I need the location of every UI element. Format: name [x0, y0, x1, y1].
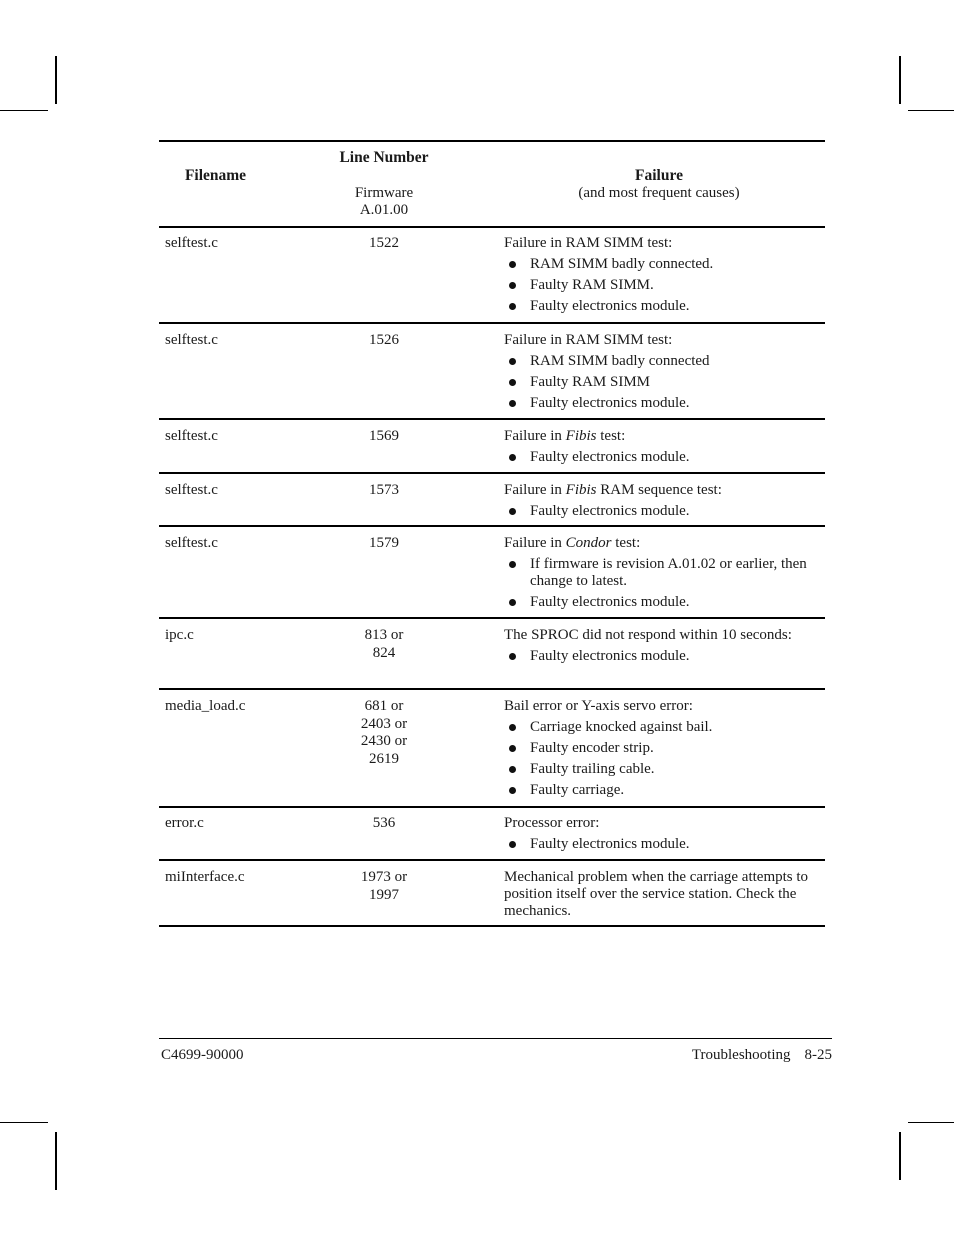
header-firmware-version: A.01.00 — [359, 202, 409, 218]
cause-item — [504, 256, 824, 273]
cause-text: Faulty electronics module. — [530, 503, 690, 519]
failure-description — [504, 482, 824, 499]
crop-mark — [0, 1122, 48, 1123]
line-number: 1973 or — [360, 869, 408, 885]
crop-mark — [55, 56, 57, 104]
header-failure-sub: (and most frequent causes) — [578, 185, 740, 201]
cause-list — [504, 353, 824, 412]
failure-text: Failure in — [504, 482, 566, 498]
bullet-icon — [509, 261, 516, 268]
crop-mark — [0, 110, 48, 111]
cause-text: Faulty electronics module. — [530, 298, 690, 314]
failure-description — [504, 428, 824, 445]
crop-mark — [899, 56, 901, 104]
crop-mark — [908, 110, 954, 111]
cause-text: Faulty trailing cable. — [530, 761, 655, 777]
row-rule — [159, 688, 825, 690]
cause-item — [504, 836, 824, 853]
line-number: 2403 or — [360, 715, 408, 732]
cause-list — [504, 719, 824, 799]
header-firmware: Firmware — [354, 185, 414, 201]
bullet-icon — [509, 358, 516, 365]
row-failure — [504, 535, 824, 611]
bullet-icon — [509, 766, 516, 773]
failure-description — [504, 869, 824, 920]
row-failure — [504, 428, 824, 466]
failure-description — [504, 535, 824, 552]
line-number: 1997 — [369, 886, 399, 903]
row-filename: selftest.c — [165, 428, 218, 444]
cause-item — [504, 782, 824, 799]
cause-text: Carriage knocked against bail. — [530, 719, 713, 735]
cause-item — [504, 719, 824, 736]
failure-description — [504, 235, 824, 252]
cause-item — [504, 740, 824, 757]
cause-item — [504, 395, 824, 412]
line-number: 681 or — [364, 698, 404, 714]
cause-text: RAM SIMM badly connected — [530, 353, 710, 369]
cause-item — [504, 298, 824, 315]
bullet-icon — [509, 303, 516, 310]
cause-list — [504, 503, 824, 520]
line-number: 2430 or — [360, 733, 408, 749]
bullet-icon — [509, 400, 516, 407]
page-number: 8-25 — [804, 1047, 832, 1063]
bullet-icon — [509, 653, 516, 660]
failure-text: Mechanical problem when the carriage attempts to position itself over the service station. Check the mechanics. — [504, 869, 809, 919]
bullet-icon — [509, 599, 516, 606]
failure-text: Failure in RAM SIMM test: — [504, 332, 673, 348]
table-top-rule — [159, 140, 825, 142]
cause-item — [504, 503, 824, 520]
row-failure — [504, 332, 824, 412]
row-line-numbers — [319, 815, 449, 833]
cause-text: Faulty electronics module. — [530, 836, 690, 852]
cause-text: Faulty RAM SIMM. — [530, 277, 654, 293]
cause-list — [504, 449, 824, 466]
cause-text: Faulty RAM SIMM — [530, 374, 651, 390]
bullet-icon — [509, 841, 516, 848]
row-failure — [504, 869, 824, 920]
line-number: 1579 — [369, 535, 399, 551]
row-rule — [159, 525, 825, 527]
bullet-icon — [509, 508, 516, 515]
cause-list — [504, 836, 824, 853]
row-filename: selftest.c — [165, 235, 218, 251]
line-number: 1522 — [369, 235, 399, 251]
cause-item — [504, 556, 824, 590]
component-name: Fibis — [565, 482, 597, 498]
bullet-icon — [509, 745, 516, 752]
line-number: 1526 — [369, 332, 399, 348]
component-name: Condor — [565, 535, 612, 551]
cause-text: Faulty encoder strip. — [530, 740, 654, 756]
cause-item — [504, 277, 824, 294]
page-footer-right — [678, 1047, 832, 1064]
cause-list — [504, 648, 824, 665]
cause-text: Faulty electronics module. — [530, 594, 690, 610]
cause-item — [504, 594, 824, 611]
bullet-icon — [509, 454, 516, 461]
crop-mark — [899, 1132, 901, 1180]
row-line-numbers — [319, 869, 449, 904]
row-line-numbers — [319, 332, 449, 350]
header-filename: Filename — [184, 167, 247, 184]
line-number: 2619 — [369, 750, 399, 767]
row-rule — [159, 859, 825, 861]
cause-text: Faulty electronics module. — [530, 648, 690, 664]
failure-text: Failure in — [504, 535, 566, 551]
row-rule — [159, 925, 825, 927]
cause-text: Faulty electronics module. — [530, 395, 690, 411]
doc-number: C4699-90000 — [161, 1047, 244, 1063]
failure-text: RAM sequence test: — [596, 482, 722, 498]
cause-item — [504, 449, 824, 466]
line-number: 813 or — [364, 627, 404, 643]
line-number: 824 — [372, 644, 396, 661]
row-failure — [504, 627, 824, 665]
row-line-numbers — [319, 482, 449, 500]
crop-mark — [908, 1122, 954, 1123]
bullet-icon — [509, 282, 516, 289]
header-line-number: Line Number — [339, 149, 429, 166]
bullet-icon — [509, 724, 516, 731]
cause-text: Faulty carriage. — [530, 782, 625, 798]
row-filename: ipc.c — [165, 627, 194, 643]
crop-mark — [55, 1132, 57, 1190]
row-filename: selftest.c — [165, 332, 218, 348]
line-number: 1573 — [369, 482, 399, 498]
cause-text: If firmware is revision A.01.02 or earlier, then change to latest. — [530, 556, 807, 589]
cause-item — [504, 353, 824, 370]
row-filename: media_load.c — [165, 698, 246, 714]
failure-text: test: — [611, 535, 641, 551]
bullet-icon — [509, 561, 516, 568]
row-filename: selftest.c — [165, 535, 218, 551]
line-number: 1569 — [369, 428, 399, 444]
failure-text: test: — [596, 428, 626, 444]
failure-text: Failure in — [504, 428, 566, 444]
failure-description — [504, 332, 824, 349]
header-failure: Failure — [635, 167, 683, 184]
bullet-icon — [509, 379, 516, 386]
row-line-numbers — [319, 535, 449, 553]
failure-text: The SPROC did not respond within 10 seconds: — [504, 627, 792, 643]
cause-text: RAM SIMM badly connected. — [530, 256, 714, 272]
section-name: Troubleshooting — [691, 1047, 791, 1063]
row-rule — [159, 322, 825, 324]
row-rule — [159, 472, 825, 474]
failure-description — [504, 698, 824, 715]
row-line-numbers — [319, 698, 449, 768]
row-line-numbers — [319, 235, 449, 253]
failure-text: Bail error or Y-axis servo error: — [504, 698, 693, 714]
row-failure — [504, 698, 824, 799]
cause-item — [504, 761, 824, 778]
header-rule — [159, 226, 825, 228]
row-failure — [504, 482, 824, 520]
row-rule — [159, 418, 825, 420]
component-name: Fibis — [565, 428, 597, 444]
row-filename: error.c — [165, 815, 204, 831]
row-line-numbers — [319, 627, 449, 662]
cause-list — [504, 556, 824, 611]
cause-text: Faulty electronics module. — [530, 449, 690, 465]
bullet-icon — [509, 787, 516, 794]
cause-item — [504, 648, 824, 665]
failure-text: Processor error: — [504, 815, 600, 831]
row-filename: selftest.c — [165, 482, 218, 498]
row-line-numbers — [319, 428, 449, 446]
footer-rule — [159, 1038, 832, 1039]
line-number: 536 — [372, 815, 396, 831]
cause-list — [504, 256, 824, 315]
row-failure — [504, 235, 824, 315]
row-failure — [504, 815, 824, 853]
cause-item — [504, 374, 824, 391]
row-rule — [159, 806, 825, 808]
failure-description — [504, 627, 824, 644]
row-rule — [159, 617, 825, 619]
failure-description — [504, 815, 824, 832]
row-filename: miInterface.c — [165, 869, 245, 885]
failure-text: Failure in RAM SIMM test: — [504, 235, 673, 251]
